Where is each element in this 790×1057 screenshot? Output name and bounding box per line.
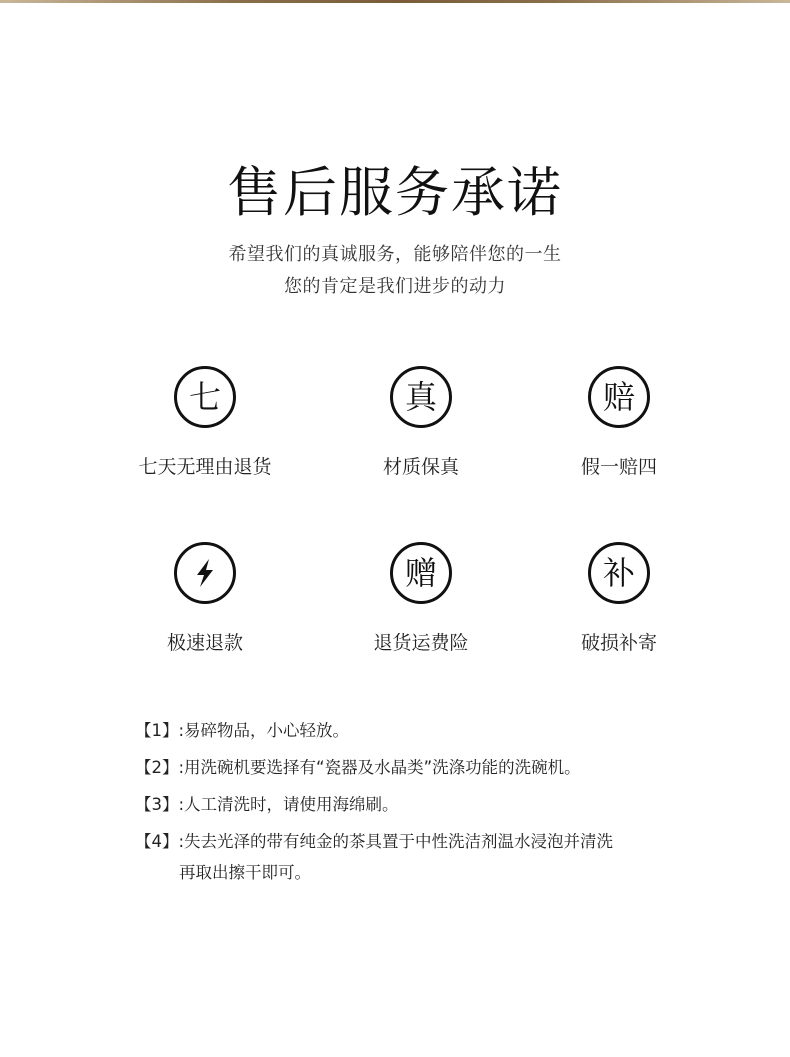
seven-day-icon: 七 — [174, 366, 236, 428]
subtitle-line-1: 希望我们的真诚服务，能够陪伴您的一生 — [228, 244, 562, 265]
feature-return-shipping-insurance — [321, 542, 521, 655]
feature-label: 材质保真 — [382, 456, 459, 478]
note-number: 【3】 — [135, 795, 179, 814]
authentic-icon: 真 — [390, 366, 452, 428]
note-number: 【2】 — [135, 758, 179, 777]
feature-damage-resend — [519, 542, 719, 655]
note-text: 再取出擦干即可。 — [179, 863, 311, 882]
note-number: 【4】 — [135, 832, 179, 851]
compensation-icon: 赔 — [588, 366, 650, 428]
note-text: :人工清洗时，请使用海绵刷。 — [178, 795, 399, 814]
note-number: 【1】 — [135, 721, 179, 740]
note-item — [135, 831, 695, 853]
feature-label: 假一赔四 — [580, 456, 657, 478]
note-item — [135, 720, 695, 742]
top-decorative-rule — [0, 0, 790, 3]
note-text: :用洗碗机要选择有“瓷器及水晶类”洗涤功能的洗碗机。 — [178, 758, 581, 777]
note-text: :失去光泽的带有纯金的茶具置于中性洗洁剂温水浸泡并清洗 — [178, 832, 614, 851]
note-item — [135, 794, 695, 816]
note-item — [135, 757, 695, 779]
note-continuation — [135, 862, 695, 884]
feature-label: 七天无理由退货 — [138, 456, 272, 478]
feature-seven-day-return — [105, 366, 305, 479]
subtitle-line-2: 您的肯定是我们进步的动力 — [284, 276, 506, 297]
note-text: :易碎物品，小心轻放。 — [178, 721, 350, 740]
feature-authentic-material — [321, 366, 521, 479]
page-title: 售后服务承诺 — [227, 161, 563, 224]
feature-label: 退货运费险 — [373, 632, 469, 654]
gift-icon: 赠 — [390, 542, 452, 604]
resend-icon: 补 — [588, 542, 650, 604]
feature-fast-refund — [105, 542, 305, 655]
feature-fake-compensation — [519, 366, 719, 479]
care-notes — [135, 720, 695, 899]
feature-label: 破损补寄 — [580, 632, 657, 654]
feature-label: 极速退款 — [166, 632, 243, 654]
lightning-icon — [174, 542, 236, 604]
